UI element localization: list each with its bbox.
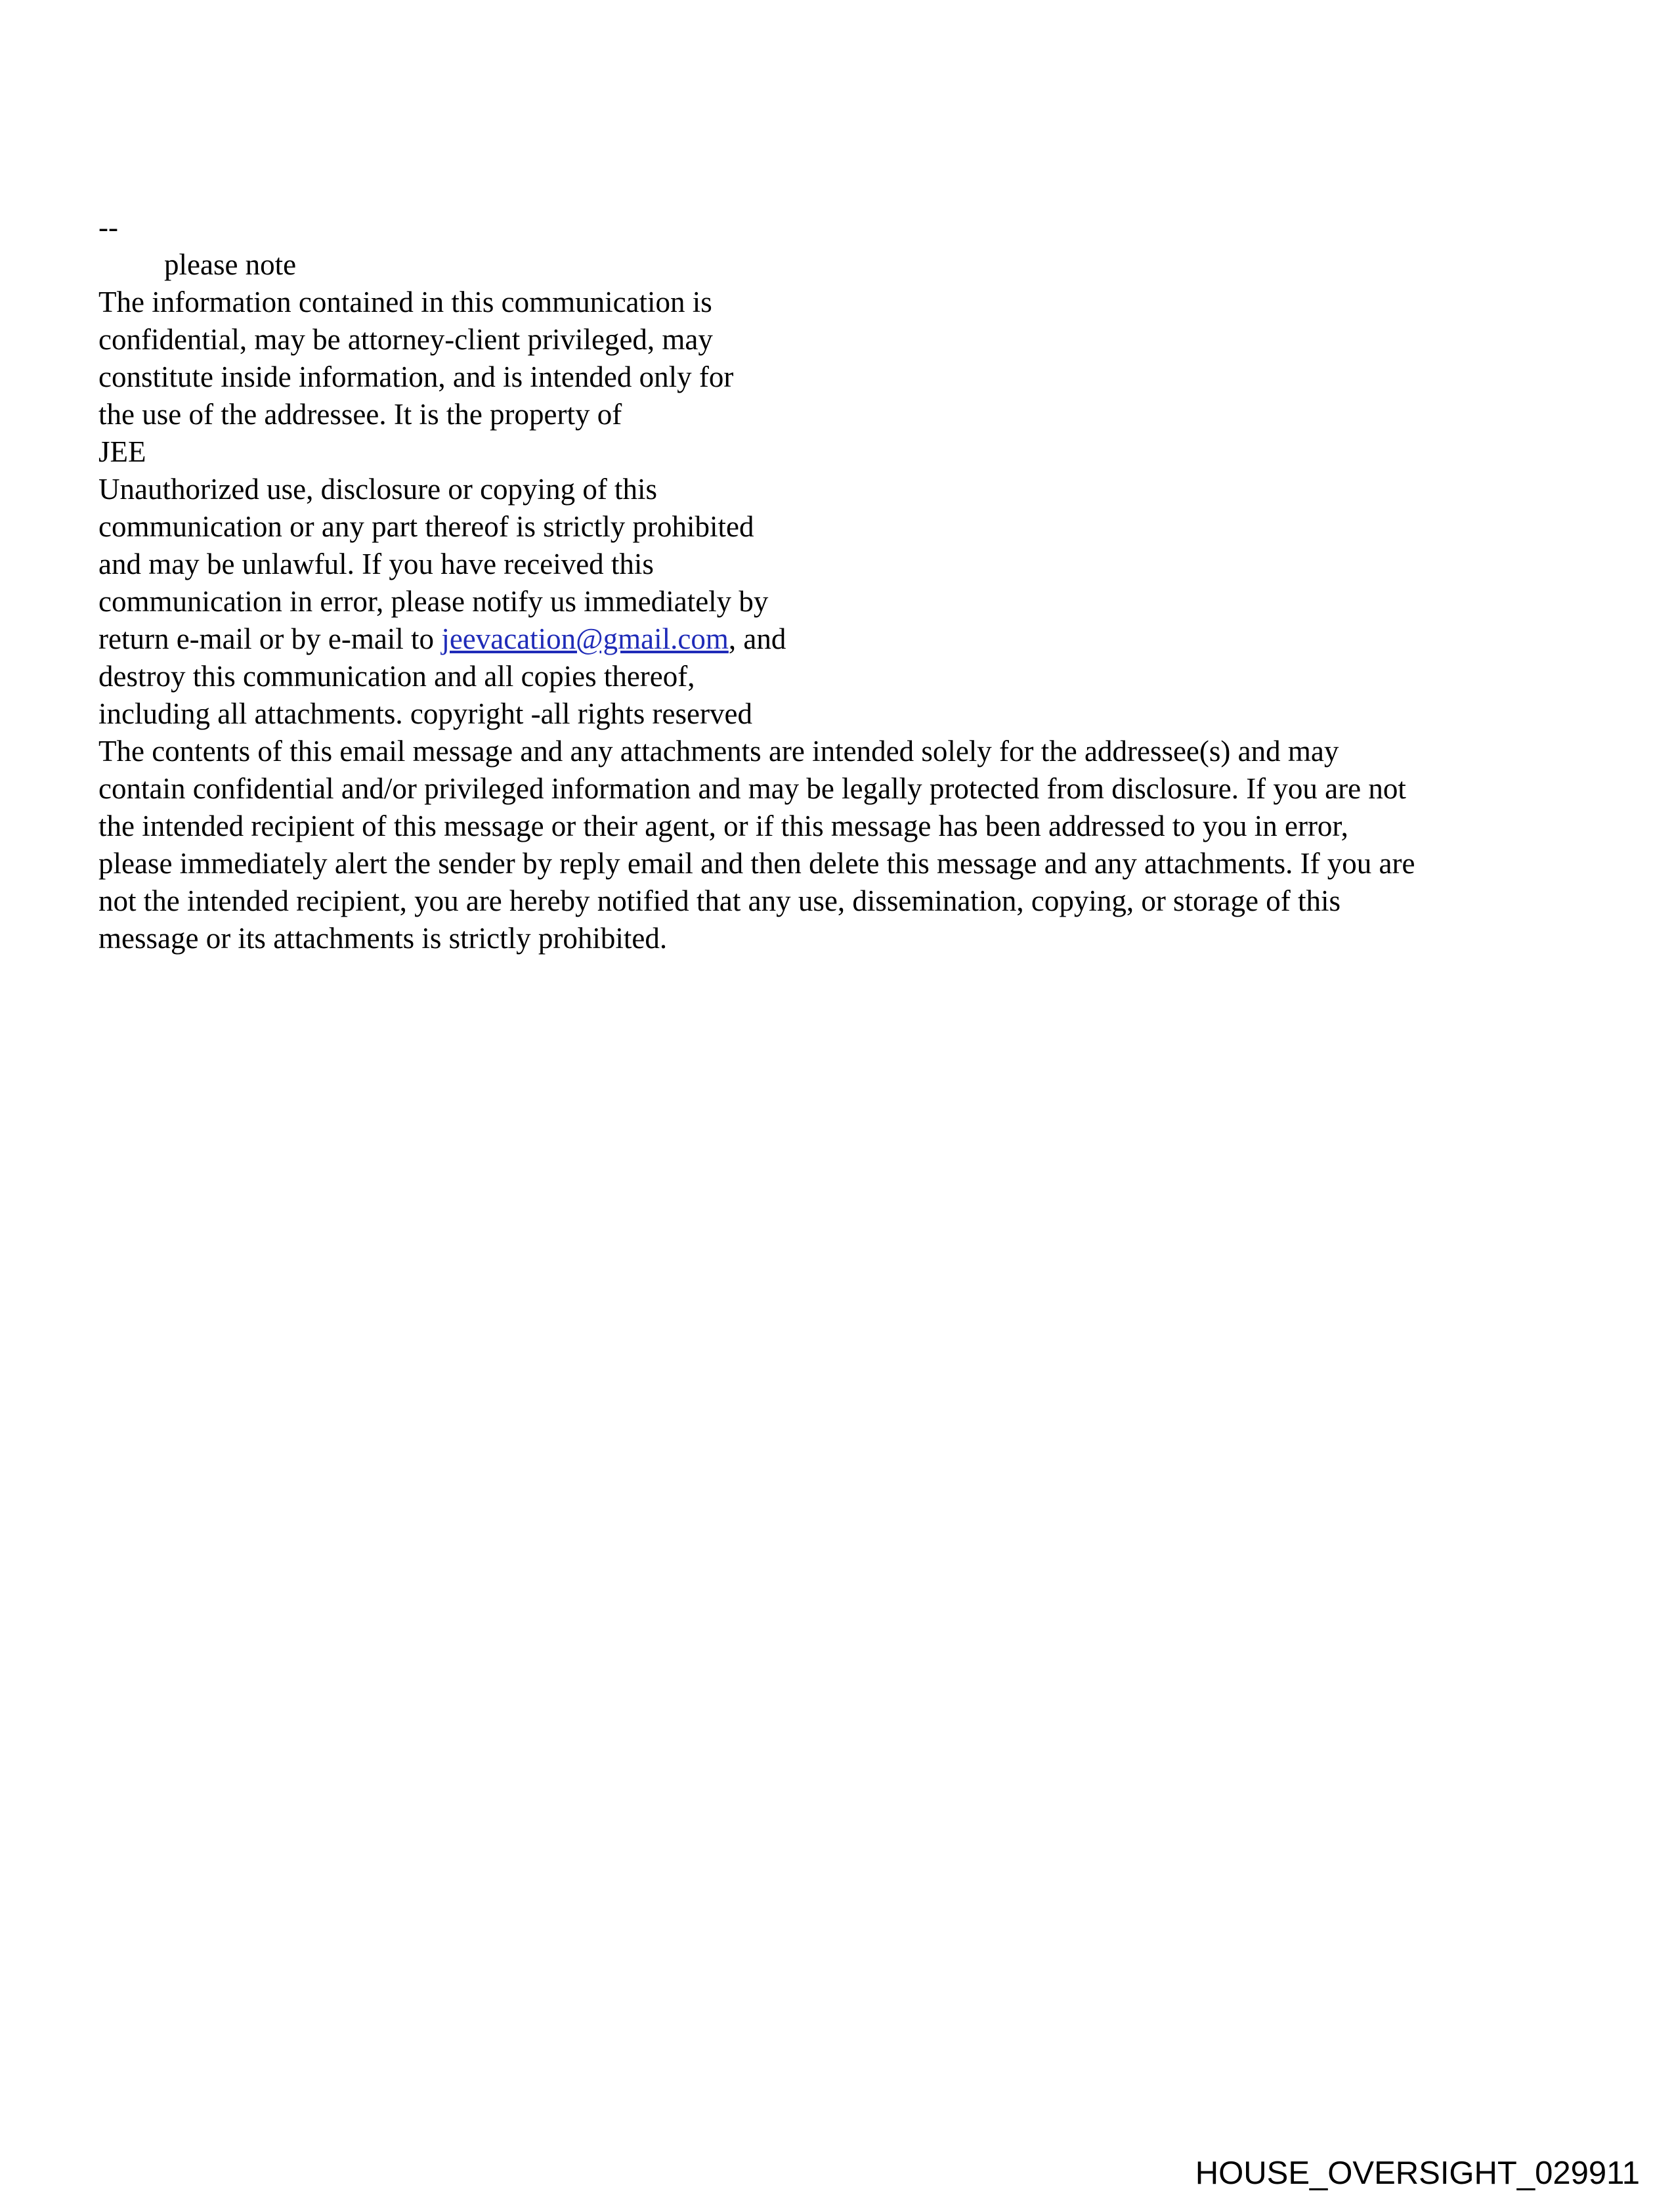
confidentiality-notice-line: communication in error, please notify us immediately by bbox=[98, 585, 769, 618]
please-note-label: please note bbox=[164, 248, 297, 281]
copyright-line: including all attachments. copyright -all rights reserved bbox=[98, 697, 752, 730]
disclaimer-line: message or its attachments is strictly prohibited. bbox=[98, 922, 668, 955]
disclaimer-line: not the intended recipient, you are hereby notified that any use, dissemination, copying, or storage of this bbox=[98, 884, 1341, 917]
confidentiality-notice-line: the use of the addressee. It is the property of bbox=[98, 398, 622, 431]
return-email-prefix: return e-mail or by e-mail to bbox=[98, 622, 442, 655]
confidentiality-notice-line: and may be unlawful. If you have received this bbox=[98, 548, 654, 580]
disclaimer-line: the intended recipient of this message or their agent, or if this message has been addressed to you in error, bbox=[98, 810, 1348, 842]
return-email-suffix: , and bbox=[728, 622, 786, 655]
return-email-line bbox=[98, 620, 786, 658]
confidentiality-notice-line: destroy this communication and all copies thereof, bbox=[98, 660, 695, 693]
disclaimer-line: The contents of this email message and any attachments are intended solely for the addressee(s) and may bbox=[98, 735, 1339, 768]
confidentiality-notice-line: communication or any part thereof is strictly prohibited bbox=[98, 510, 754, 543]
disclaimer-line: contain confidential and/or privileged information and may be legally protected from disclosure. If you are not bbox=[98, 772, 1406, 805]
property-owner: JEE bbox=[98, 435, 146, 468]
bates-number: HOUSE_OVERSIGHT_029911 bbox=[1195, 2156, 1640, 2191]
email-link[interactable]: jeevacation@gmail.com bbox=[441, 622, 729, 655]
disclaimer-line: please immediately alert the sender by reply email and then delete this message and any attachments. If you are bbox=[98, 847, 1415, 880]
confidentiality-notice-line: The information contained in this communication is bbox=[98, 286, 712, 318]
confidentiality-notice-line: confidential, may be attorney-client privileged, may bbox=[98, 323, 713, 356]
confidentiality-notice-line: constitute inside information, and is intended only for bbox=[98, 360, 734, 393]
confidentiality-notice-line: Unauthorized use, disclosure or copying of this bbox=[98, 473, 658, 506]
signature-separator: -- bbox=[98, 211, 118, 244]
